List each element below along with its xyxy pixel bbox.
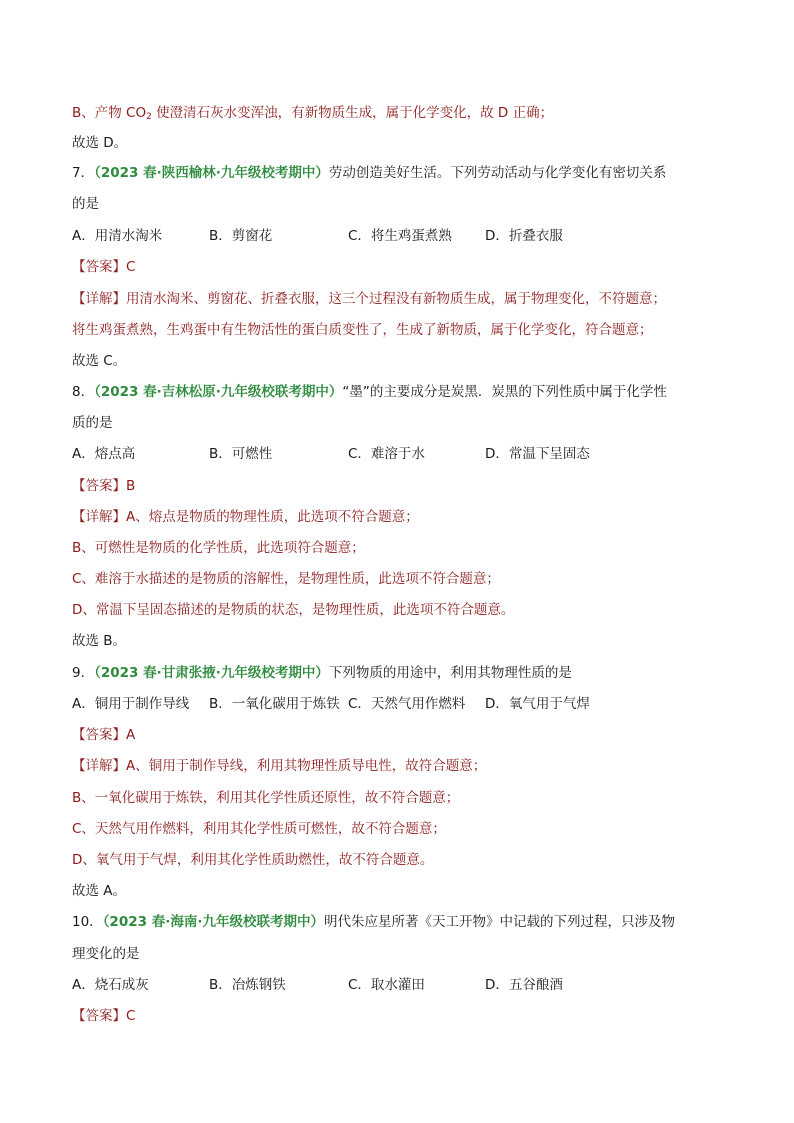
q8-detail-3: C、难溶于水描述的是物质的溶解性，是物理性质，此选项不符合题意； xyxy=(72,571,500,587)
q7-answer xyxy=(72,258,135,276)
q10-option-d: D．五谷酿酒 xyxy=(485,977,563,993)
q6-b-subscript: 2 xyxy=(146,112,152,122)
q9-answer xyxy=(72,726,135,744)
q8-choose: 故选 B。 xyxy=(72,633,127,649)
q10-answer-value: C xyxy=(126,1008,136,1024)
q7-detail-2: 将生鸡蛋煮熟，生鸡蛋中有生物活性的蛋白质变性了，生成了新物质，属于化学变化，符合题意； xyxy=(72,322,653,338)
q9-option-a: A．铜用于制作导线 xyxy=(72,696,190,712)
q10-options xyxy=(72,976,563,994)
q8-stem-text: “墨”的主要成分是炭黑．炭黑的下列性质中属于化学性 xyxy=(342,384,667,400)
q8-detail-2: B、可燃性是物质的化学性质，此选项符合题意； xyxy=(72,540,365,556)
q10-option-a: A．烧石成灰 xyxy=(72,977,149,993)
q7-answer-value: C xyxy=(126,259,136,275)
q7-stem xyxy=(72,164,666,182)
q7-source: （2023 春·陕西榆林·九年级校考期中） xyxy=(94,165,329,181)
q6-explanation-b xyxy=(72,104,553,126)
q10-stem xyxy=(72,913,675,931)
q7-detail-1 xyxy=(72,290,666,308)
q8-option-c: C．难溶于水 xyxy=(348,446,425,462)
q9-detail-4: D、氧气用于气焊，利用其化学性质助燃性，故不符合题意。 xyxy=(72,852,434,868)
q7-choose: 故选 C。 xyxy=(72,353,127,369)
q10-source: （2023 春·海南·九年级校联考期中） xyxy=(102,914,324,930)
q9-choose: 故选 A。 xyxy=(72,883,127,899)
q9-number: 9． xyxy=(72,665,95,681)
q10-answer-label: 【答案】 xyxy=(72,1008,126,1024)
q7-stem-text: 劳动创造美好生活。下列劳动活动与化学变化有密切关系 xyxy=(328,165,667,181)
q9-stem-text: 下列物质的用途中，利用其物理性质的是 xyxy=(328,665,572,681)
q7-detail-text: 用清水淘米、剪窗花、折叠衣服，这三个过程没有新物质生成，属于物理变化，不符题意； xyxy=(126,291,666,307)
q8-answer xyxy=(72,477,135,495)
q9-option-b: B．一氧化碳用于炼铁 xyxy=(209,696,340,712)
q7-option-c: C．将生鸡蛋煮熟 xyxy=(348,228,452,244)
q9-option-c: C．天然气用作燃料 xyxy=(348,696,466,712)
q9-detail-1 xyxy=(72,757,486,775)
q9-detail-text: A、铜用于制作导线，利用其物理性质导电性，故符合题意； xyxy=(126,758,487,774)
q10-answer xyxy=(72,1007,135,1025)
q7-number: 7． xyxy=(72,165,95,181)
q7-option-b: B．剪窗花 xyxy=(209,228,273,244)
q9-stem xyxy=(72,664,572,682)
q6-b-text: B、产物 CO xyxy=(72,105,147,121)
q8-number: 8． xyxy=(72,384,95,400)
q8-stem xyxy=(72,383,667,401)
q7-stem-2: 的是 xyxy=(72,196,99,212)
q7-answer-label: 【答案】 xyxy=(72,259,126,275)
q8-detail-label: 【详解】 xyxy=(72,509,126,525)
q7-detail-label: 【详解】 xyxy=(72,291,126,307)
q9-source: （2023 春·甘肃张掖·九年级校考期中） xyxy=(94,665,329,681)
q10-option-c: C．取水灌田 xyxy=(348,977,425,993)
q10-stem-2: 理变化的是 xyxy=(72,946,140,962)
q8-answer-value: B xyxy=(126,478,136,494)
q8-detail-4: D、常温下呈固态描述的是物质的状态，是物理性质，此选项不符合题意。 xyxy=(72,602,515,618)
q8-option-d: D．常温下呈固态 xyxy=(485,446,590,462)
q9-answer-label: 【答案】 xyxy=(72,727,126,743)
q8-options xyxy=(72,445,590,463)
q9-option-d: D．氧气用于气焊 xyxy=(485,696,590,712)
q8-answer-label: 【答案】 xyxy=(72,478,126,494)
q6-b-text-rest: 使澄清石灰水变浑浊，有新物质生成，属于化学变化，故 D 正确； xyxy=(151,105,554,121)
q9-detail-label: 【详解】 xyxy=(72,758,126,774)
q8-stem-2: 质的是 xyxy=(72,415,113,431)
q8-detail-1 xyxy=(72,508,419,526)
q9-options xyxy=(72,695,590,713)
q10-option-b: B．冶炼钢铁 xyxy=(209,977,286,993)
q8-option-a: A．熔点高 xyxy=(72,446,136,462)
q10-number: 10． xyxy=(72,914,103,930)
q6-choose: 故选 D。 xyxy=(72,135,128,151)
q10-stem-text: 明代朱应星所著《天工开物》中记载的下列过程，只涉及物 xyxy=(323,914,675,930)
q9-detail-2: B、一氧化碳用于炼铁，利用其化学性质还原性，故不符合题意； xyxy=(72,790,460,806)
q8-option-b: B．可燃性 xyxy=(209,446,273,462)
q8-detail-text: A、熔点是物质的物理性质，此选项不符合题意； xyxy=(126,509,419,525)
q9-answer-value: A xyxy=(126,727,136,743)
q7-options xyxy=(72,227,563,245)
q9-detail-3: C、天然气用作燃料，利用其化学性质可燃性，故不符合题意； xyxy=(72,821,446,837)
q7-option-d: D．折叠衣服 xyxy=(485,228,563,244)
q8-source: （2023 春·吉林松原·九年级校联考期中） xyxy=(94,384,343,400)
q7-option-a: A．用清水淘米 xyxy=(72,228,163,244)
